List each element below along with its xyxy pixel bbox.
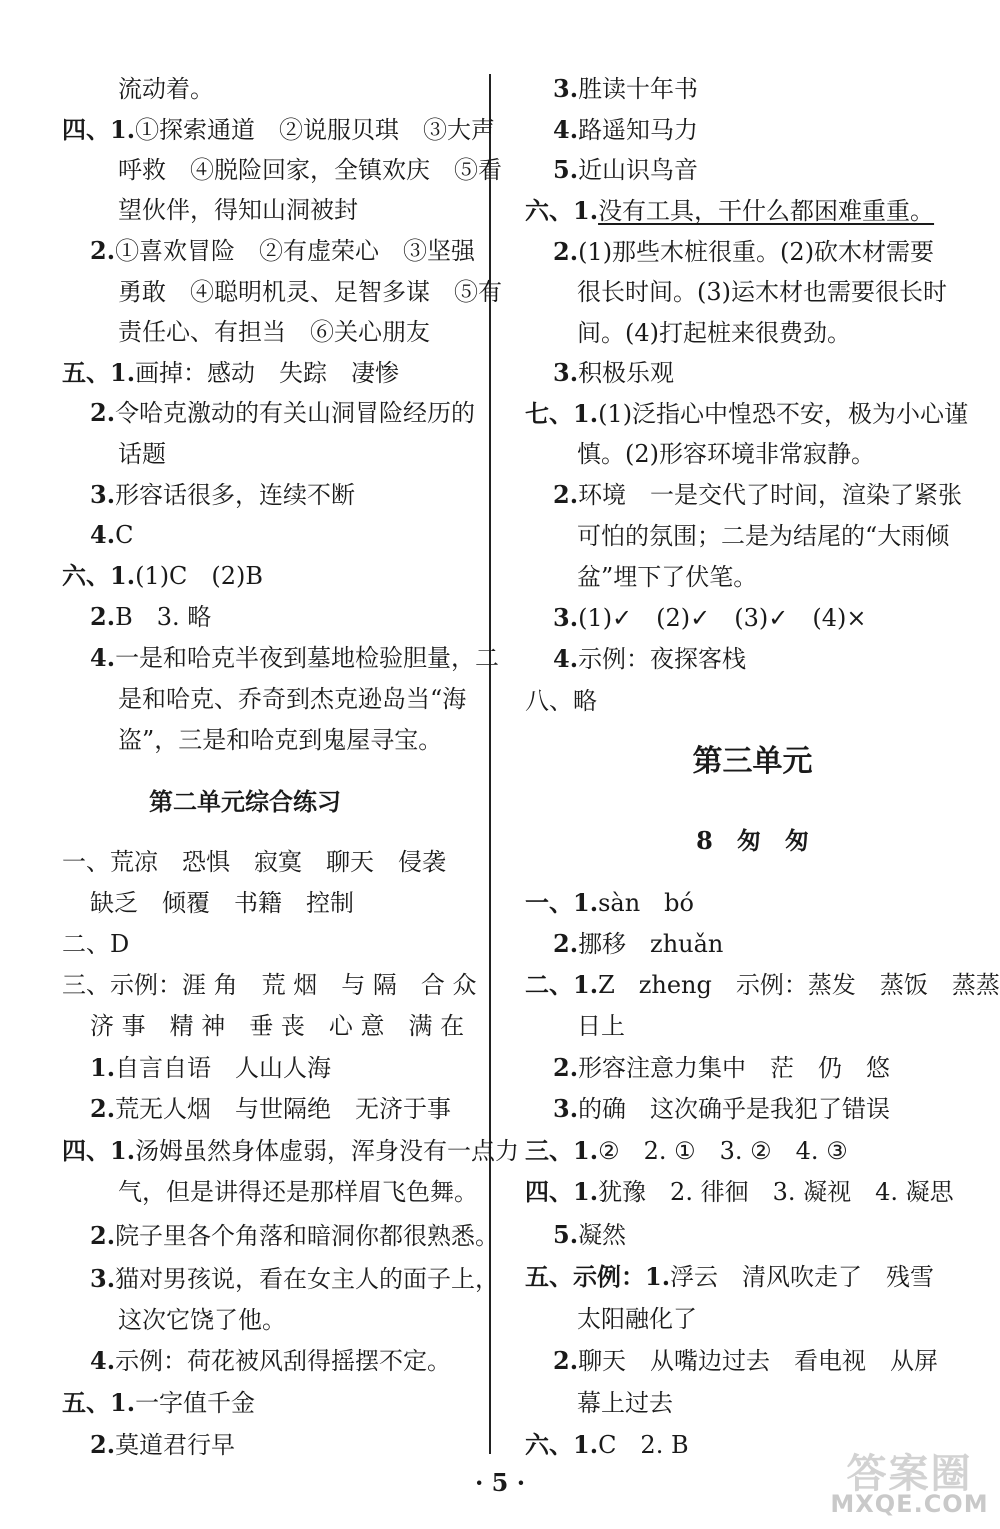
answer-line: 六、1.C 2. B	[525, 1430, 689, 1459]
text-line: 八、略	[525, 687, 597, 715]
text-line: 日上	[577, 1012, 625, 1040]
answer-line: 4.示例：荷花被风刮得摇摆不定。	[90, 1346, 452, 1375]
unit-title: 第三单元	[692, 744, 813, 779]
answer-line: 4.路遥知马力	[553, 115, 699, 144]
answer-line: 2.聊天 从嘴边过去 看电视 从屏	[553, 1346, 939, 1375]
answer-line: 3.(1)✓ (2)✓ (3)✓ (4)×	[553, 603, 867, 632]
text-line: 盗”，三是和哈克到鬼屋寻宝。	[118, 726, 443, 754]
answer-line: 六、1.没有工具，干什么都困难重重。	[525, 196, 935, 225]
answer-line: 2.莫道君行早	[90, 1430, 236, 1459]
text-line: 这次它饶了他。	[118, 1306, 286, 1334]
text-line: 三、示例：涯 角 荒 烟 与 隔 合 众	[62, 971, 477, 999]
text-line: 望伙伴，得知山洞被封	[118, 196, 358, 224]
answer-line: 2.令哈克激动的有关山洞冒险经历的	[90, 398, 476, 427]
text-line: 间。(4)打起桩来很费劲。	[577, 319, 851, 347]
watermark-glyphs: 答案圈	[846, 1451, 973, 1497]
text-line: 是和哈克、乔奇到杰克逊岛当“海	[118, 685, 467, 713]
section-title: 第二单元综合练习	[149, 787, 341, 816]
answer-line: 六、1.(1)C (2)B	[62, 561, 264, 590]
text-line: 太阳融化了	[577, 1305, 697, 1333]
watermark-text: MXQE.COM	[830, 1490, 989, 1518]
text-line: 话题	[118, 440, 166, 468]
text-line: 呼救 ④脱险回家，全镇欢庆 ⑤看	[118, 156, 502, 184]
text-line: 勇敢 ④聪明机灵、足智多谋 ⑤有	[118, 278, 502, 306]
text-line: 一、荒凉 恐惧 寂寞 聊天 侵袭	[62, 848, 446, 876]
answer-line: 4.一是和哈克半夜到墓地检验胆量，二	[90, 643, 500, 672]
answer-line: 五、1.画掉：感动 失踪 凄惨	[62, 358, 400, 387]
answer-line: 五、示例：1.浮云 清风吹走了 残雪	[525, 1262, 935, 1291]
answer-line: 三、1.② 2. ① 3. ② 4. ③	[525, 1136, 848, 1165]
answer-line: 四、1.①探索通道 ②说服贝琪 ③大声	[62, 115, 496, 144]
answer-line: 2.挪移 zhuǎn	[553, 929, 724, 958]
text-line: 很长时间。(3)运木材也需要很长时	[577, 278, 947, 306]
page-number: · 5 ·	[474, 1468, 526, 1497]
answer-line: 3.形容话很多，连续不断	[90, 480, 356, 509]
text-line: 二、D	[62, 930, 130, 958]
answer-line: 2.①喜欢冒险 ②有虚荣心 ③坚强	[90, 236, 476, 265]
text-line: 幕上过去	[577, 1389, 673, 1417]
answer-line: 2.环境 一是交代了时间，渲染了紧张	[553, 480, 963, 509]
answer-line: 七、1.(1)泛指心中惶恐不安，极为小心谨	[525, 399, 969, 428]
answer-line: 2.B 3. 略	[90, 602, 212, 631]
answer-line: 四、1.犹豫 2. 徘徊 3. 凝视 4. 凝思	[525, 1177, 954, 1206]
answer-line: 2.形容注意力集中 茫 仍 悠	[553, 1053, 891, 1082]
answer-line: 3.猫对男孩说，看在女主人的面子上，	[90, 1264, 500, 1293]
answer-line: 3.积极乐观	[553, 358, 675, 387]
answer-line: 四、1.汤姆虽然身体虚弱，浑身没有一点力	[62, 1136, 520, 1165]
text-line: 缺乏 倾覆 书籍 控制	[90, 889, 354, 917]
answer-line: 4.示例：夜探客栈	[553, 644, 747, 673]
answer-line: 2.院子里各个角落和暗洞你都很熟悉。	[90, 1221, 500, 1250]
text-line: 盆”埋下了伏笔。	[577, 563, 758, 591]
text-line: 济 事 精 神 垂 丧 心 意 满 在	[90, 1012, 465, 1040]
answer-line: 3.的确 这次确乎是我犯了错误	[553, 1094, 891, 1123]
text-line: 责任心、有担当 ⑥关心朋友	[118, 318, 430, 346]
text-line: 气，但是讲得还是那样眉飞色舞。	[118, 1178, 478, 1206]
answer-line: 五、1.一字值千金	[62, 1388, 256, 1417]
answer-line: 5.凝然	[553, 1220, 627, 1249]
lesson-title: 8 匆 匆	[696, 826, 809, 855]
text-line: 流动着。	[118, 75, 214, 103]
answer-line: 二、1.Z zheng 示例：蒸发 蒸饭 蒸蒸	[525, 970, 1000, 999]
answer-line: 一、1.sàn bó	[525, 888, 694, 917]
answer-line: 3.胜读十年书	[553, 74, 699, 103]
answer-line: 5.近山识鸟音	[553, 155, 699, 184]
text-line: 慎。(2)形容环境非常寂静。	[577, 440, 875, 468]
answer-line: 2.(1)那些木桩很重。(2)砍木材需要	[553, 237, 935, 266]
watermark-logo	[822, 1440, 997, 1526]
answer-line: 4.C	[90, 520, 134, 549]
answer-line: 2.荒无人烟 与世隔绝 无济于事	[90, 1094, 452, 1123]
answer-line: 1.自言自语 人山人海	[90, 1053, 332, 1082]
text-line: 可怕的氛围；二是为结尾的“大雨倾	[577, 522, 950, 550]
